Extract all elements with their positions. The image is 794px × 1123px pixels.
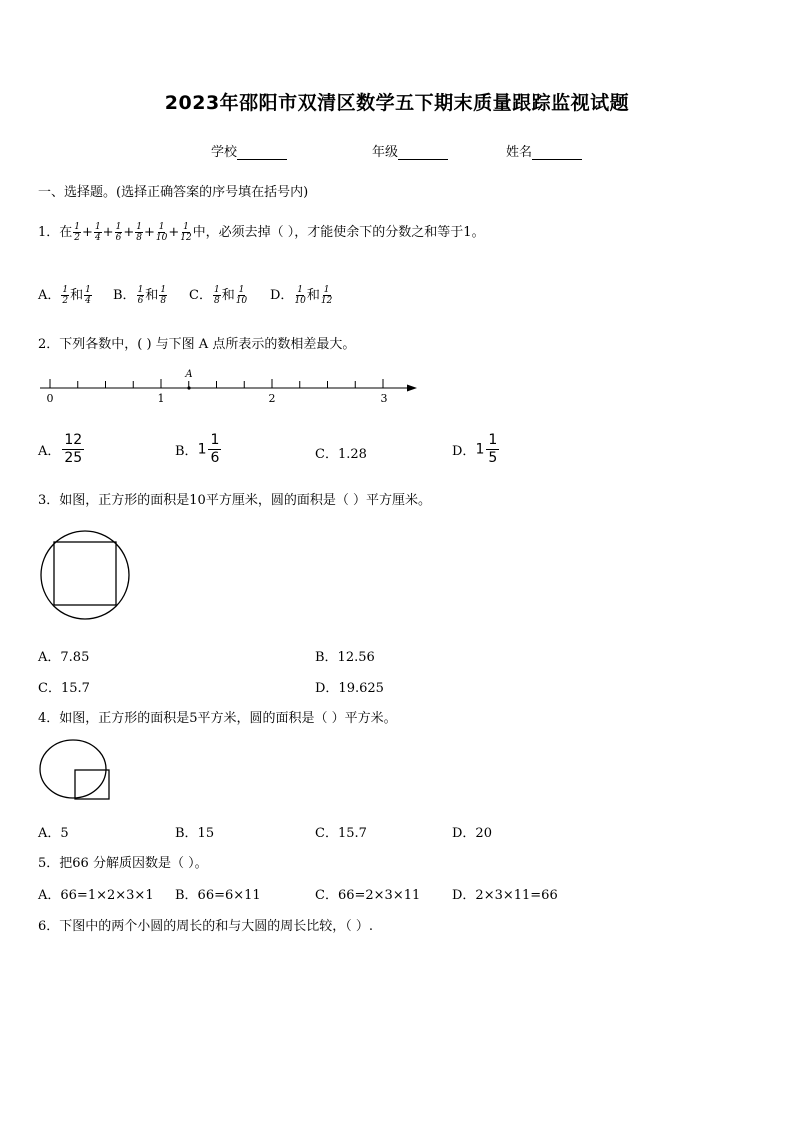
q4-circle xyxy=(40,740,106,798)
question-5: 5．把66 分解质因数是（ ）。 xyxy=(38,856,208,871)
question-6: 6．下图中的两个小圆的周长的和与大圆的周长比较，（ ）. xyxy=(38,919,374,934)
q2-option-d[interactable]: D．1 $\frac{1}{5}$ xyxy=(452,432,498,466)
grade-label: 年级 xyxy=(372,145,399,160)
grade-field xyxy=(372,141,448,160)
q3-option-b[interactable]: B．12.56 xyxy=(315,650,375,665)
section-heading: 一、选择题。(选择正确答案的序号填在括号内) xyxy=(38,185,309,200)
q4-option-b[interactable]: B．15 xyxy=(175,826,215,841)
q3-option-a[interactable]: A．7.85 xyxy=(38,650,90,665)
tick-label-1: 1 xyxy=(157,392,165,405)
question-4: 4．如图，正方形的面积是5平方米，圆的面积是（ ）平方米。 xyxy=(38,711,397,726)
q1-fraction: $\frac{1}{10}$ xyxy=(155,222,168,243)
name-label: 姓名 xyxy=(506,145,533,160)
q2-option-c[interactable]: C．1.28 xyxy=(315,447,367,462)
q3-option-c[interactable]: C．15.7 xyxy=(38,681,90,696)
plus-sign: + xyxy=(143,225,155,240)
q4-square xyxy=(75,770,109,799)
point-a-marker xyxy=(187,386,190,389)
tick-label-2: 2 xyxy=(268,392,276,405)
question-1 xyxy=(38,221,485,243)
q5-option-a[interactable]: A．66=1×2×3×1 xyxy=(38,888,154,903)
q1-number: 1． xyxy=(38,225,60,240)
school-blank xyxy=(237,145,287,160)
q2-option-a[interactable]: A． $\frac{12}{25}$ xyxy=(38,432,83,466)
q1-fraction: $\frac{1}{8}$ xyxy=(136,222,142,243)
q5-option-b[interactable]: B．66=6×11 xyxy=(175,888,261,903)
q1-fraction: $\frac{1}{6}$ xyxy=(115,222,122,243)
plus-sign: + xyxy=(82,225,93,240)
q1-option-b[interactable]: B． $\frac{1}{6}$ 和 $\frac{1}{8}$ xyxy=(113,285,167,306)
q5-option-c[interactable]: C．66=2×3×11 xyxy=(315,888,421,903)
q1-fraction: $\frac{1}{2}$ xyxy=(74,222,81,243)
q4-option-c[interactable]: C．15.7 xyxy=(315,826,367,841)
q4-option-d[interactable]: D．20 xyxy=(452,826,492,841)
q1-fraction: $\frac{1}{4}$ xyxy=(94,222,101,243)
school-label: 学校 xyxy=(211,145,238,160)
page-title: 2023年邵阳市双清区数学五下期末质量跟踪监视试题 xyxy=(164,92,630,114)
question-3: 3．如图，正方形的面积是10平方厘米，圆的面积是（ ）平方厘米。 xyxy=(38,493,431,508)
name-blank xyxy=(532,145,582,160)
tick-label-0: 0 xyxy=(46,392,54,405)
question-2: 2．下列各数中，( ) 与下图 A 点所表示的数相差最大。 xyxy=(38,337,356,352)
q4-option-a[interactable]: A．5 xyxy=(38,826,69,841)
q3-square xyxy=(54,542,116,605)
q1-fraction: $\frac{1}{12}$ xyxy=(180,222,192,243)
q1-option-c[interactable]: C． $\frac{1}{8}$ 和 $\frac{1}{10}$ xyxy=(189,285,248,306)
q1-option-a[interactable]: A． $\frac{1}{2}$ 和 $\frac{1}{4}$ xyxy=(38,285,91,306)
q3-figure xyxy=(38,527,134,623)
q1-post: 中，必须去掉（ ），才能使余下的分数之和等于1。 xyxy=(192,225,485,240)
plus-sign: + xyxy=(168,225,180,240)
tick-label-3: 3 xyxy=(380,392,388,405)
q2-option-b[interactable]: B．1 $\frac{1}{6}$ xyxy=(175,432,220,466)
number-line-ticks xyxy=(50,379,383,388)
school-field xyxy=(211,141,287,160)
number-line-arrow xyxy=(407,385,417,392)
plus-sign: + xyxy=(102,225,114,240)
q4-figure xyxy=(38,737,114,803)
q1-pre: 在 xyxy=(59,225,73,240)
q5-option-d[interactable]: D．2×3×11=66 xyxy=(452,888,558,903)
point-a-label: A xyxy=(185,369,193,380)
plus-sign: + xyxy=(123,225,135,240)
q3-option-d[interactable]: D．19.625 xyxy=(315,681,384,696)
number-line xyxy=(36,365,426,407)
q1-option-d[interactable]: D． $\frac{1}{10}$ 和 $\frac{1}{12}$ xyxy=(270,285,333,306)
name-field xyxy=(506,141,582,160)
grade-blank xyxy=(398,145,448,160)
